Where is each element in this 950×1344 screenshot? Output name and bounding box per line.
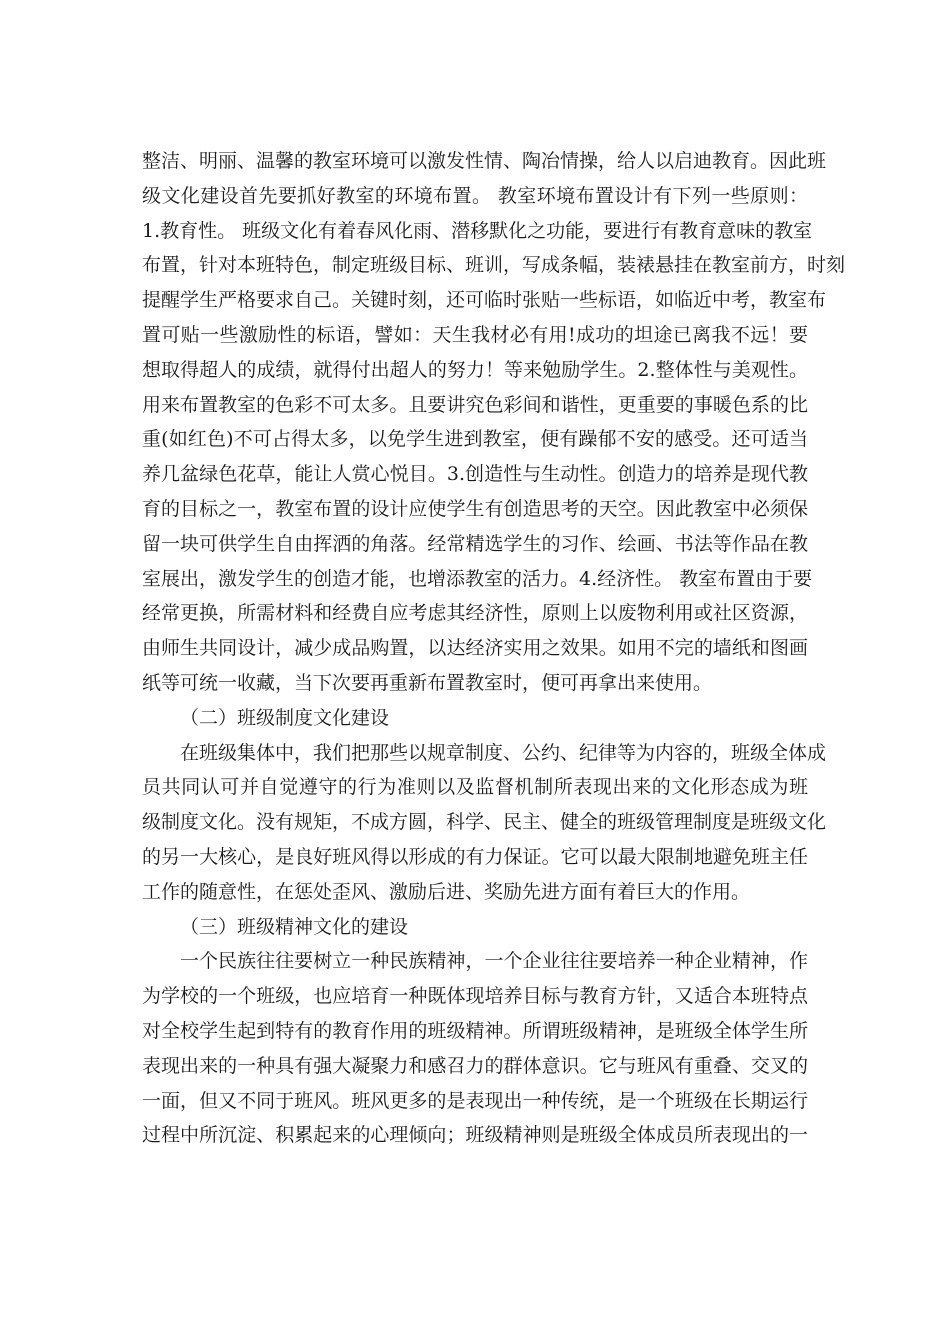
text-line: 由师生共同设计，减少成品购置，以达经济实用之效果。如用不完的墙纸和图画 — [142, 637, 808, 660]
text-line: 级文化建设首先要抓好教室的环境布置。 教室环境布置设计有下列一些原则： — [142, 184, 808, 207]
text-line: 留一块可供学生自由挥洒的角落。经常精选学生的习作、绘画、书法等作品在教 — [142, 532, 808, 555]
text-line: 级制度文化。没有规矩，不成方圆，科学、民主、健全的班级管理制度是班级文化 — [142, 811, 827, 834]
text-line: 工作的随意性，在惩处歪风、激励后进、奖励先进方面有着巨大的作用。 — [142, 880, 751, 903]
text-line: 室展出，激发学生的创造才能，也增添教室的活力。4.经济性。 教室布置由于要 — [142, 567, 813, 590]
text-line: 养几盆绿色花草，能让人赏心悦目。3.创造性与生动性。创造力的培养是现代教 — [142, 463, 808, 486]
text-line: 整洁、明丽、温馨的教室环境可以激发性情、陶冶情操，给人以启迪教育。因此班 — [142, 150, 827, 172]
text-line: 过程中所沉淀、积累起来的心理倾向；班级精神则是班级全体成员所表现出的一 — [142, 1124, 808, 1147]
text-line: 育的目标之一，教室布置的设计应使学生有创造思考的天空。因此教室中必须保 — [142, 497, 808, 520]
text-line: 1.教育性。 班级文化有着春风化雨、潜移默化之功能，要进行有教育意味的教室 — [142, 219, 813, 242]
section-heading-class-spirit-culture: （三）班级精神文化的建设 — [180, 915, 409, 938]
text-line: 一面，但又不同于班风。班风更多的是表现出一种传统，是一个班级在长期运行 — [142, 1089, 808, 1112]
paragraph-class-system-culture — [142, 736, 827, 910]
text-line: 员共同认可并自觉遵守的行为准则以及监督机制所表现出来的文化形态成为班 — [142, 776, 808, 799]
text-line: 的另一大核心，是良好班风得以形成的有力保证。它可以最大限制地避免班主任 — [142, 845, 808, 868]
document-body — [142, 144, 846, 1153]
paragraph-class-spirit-culture — [142, 944, 808, 1153]
text-line: 为学校的一个班级，也应培育一种既体现培养目标与教育方针，又适合本班特点 — [142, 985, 808, 1008]
paragraph-classroom-environment — [142, 144, 846, 701]
text-line: 布置，针对本班特色，制定班级目标、班训，写成条幅，装裱悬挂在教室前方，时刻 — [142, 254, 846, 277]
text-line: 经常更换，所需材料和经费自应考虑其经济性，原则上以废物利用或社区资源， — [142, 602, 808, 625]
text-line: 一个民族往往要树立一种民族精神，一个企业往往要培养一种企业精神，作 — [180, 950, 808, 973]
text-line: 对全校学生起到特有的教育作用的班级精神。所谓班级精神，是班级全体学生所 — [142, 1019, 808, 1042]
text-line: 表现出来的一种具有强大凝聚力和感召力的群体意识。它与班风有重叠、交叉的 — [142, 1054, 808, 1077]
text-line: 在班级集体中，我们把那些以规章制度、公约、纪律等为内容的，班级全体成 — [180, 741, 827, 764]
text-line: 重(如红色)不可占得太多，以免学生进到教室，便有躁郁不安的感受。还可适当 — [142, 428, 808, 451]
text-line: 置可贴一些激励性的标语，譬如：天生我材必有用!成功的坦途已离我不远！要 — [142, 323, 808, 346]
text-line: 用来布置教室的色彩不可太多。且要讲究色彩间和谐性，更重要的事暖色系的比 — [142, 393, 808, 416]
text-line: 纸等可统一收藏，当下次要再重新布置教室时，便可再拿出来使用。 — [142, 671, 713, 694]
text-line: 提醒学生严格要求自己。关键时刻，还可临时张贴一些标语，如临近中考，教室布 — [142, 289, 827, 312]
text-line: 想取得超人的成绩，就得付出超人的努力！等来勉励学生。2.整体性与美观性。 — [142, 358, 808, 381]
section-heading-class-system-culture: （二）班级制度文化建设 — [180, 706, 390, 729]
